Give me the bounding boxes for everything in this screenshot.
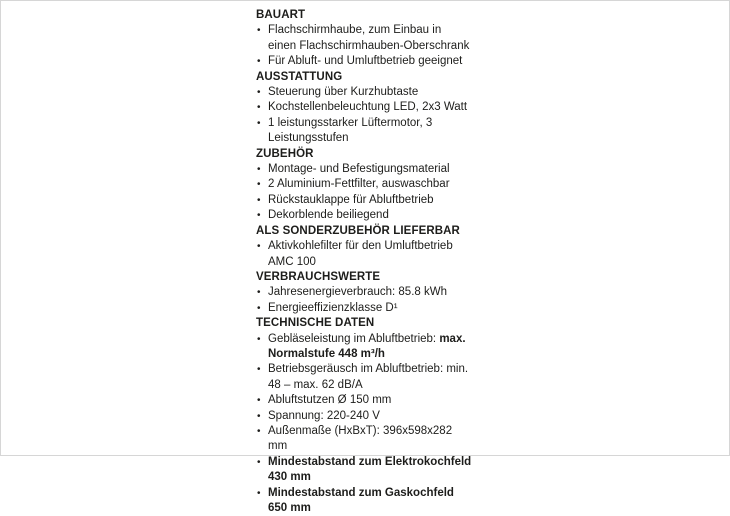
spec-text: Steuerung über Kurzhubtaste bbox=[268, 86, 419, 99]
spec-item bbox=[256, 239, 472, 270]
spec-item bbox=[256, 424, 472, 455]
spec-item bbox=[256, 301, 472, 316]
spec-text: Dekorblende beiliegend bbox=[268, 209, 389, 222]
bullet-icon: • bbox=[257, 333, 261, 345]
spec-text: Flachschirmhaube, zum Einbau in einen Flachschirmhauben-Oberschrank bbox=[268, 24, 470, 52]
spec-text: Kochstellenbeleuchtung LED, 2x3 Watt bbox=[268, 101, 468, 114]
bullet-icon: • bbox=[257, 194, 261, 206]
spec-item bbox=[256, 177, 472, 192]
spec-text-bold: Mindestabstand zum Elektrokochfeld 430 mm bbox=[268, 455, 472, 484]
bullet-icon: • bbox=[257, 117, 261, 129]
spec-text: Spannung: 220-240 V bbox=[268, 409, 380, 422]
spec-item bbox=[256, 116, 472, 147]
spec-text: Für Abluft- und Umluftbetrieb geeignet bbox=[268, 55, 463, 68]
spec-item bbox=[256, 23, 472, 54]
spec-text: Betriebsgeräusch im Abluftbetrieb: min. 48 – max. 62 dB/A bbox=[268, 363, 469, 391]
spec-item bbox=[256, 332, 472, 363]
bullet-icon: • bbox=[257, 210, 261, 222]
spec-item bbox=[256, 393, 472, 408]
bullet-icon: • bbox=[257, 56, 261, 68]
spec-text: Aktivkohlefilter für den Umluftbetrieb AMC 100 bbox=[268, 240, 453, 268]
spec-text: Gebläseleistung im Abluftbetrieb: bbox=[268, 332, 440, 345]
spec-item bbox=[256, 208, 472, 223]
bullet-icon: • bbox=[257, 395, 261, 407]
section-heading: VERBRAUCHSWERTE bbox=[256, 270, 381, 283]
spec-text-bold: max. Normalstufe 448 m³/h bbox=[268, 332, 466, 360]
spec-item bbox=[256, 362, 472, 393]
spec-text: Abluftstutzen Ø 150 mm bbox=[268, 394, 392, 407]
spec-item bbox=[256, 54, 472, 69]
section-heading: AUSSTATTUNG bbox=[256, 70, 343, 83]
spec-text: 1 leistungsstarker Lüftermotor, 3 Leistungsstufen bbox=[268, 116, 433, 145]
spec-text-bold: Mindestabstand zum Gaskochfeld 650 mm bbox=[268, 486, 454, 514]
bullet-icon: • bbox=[257, 410, 261, 422]
spec-item bbox=[256, 455, 472, 486]
bullet-icon: • bbox=[257, 25, 261, 37]
spec-text: Außenmaße (HxBxT): 396x598x282 mm bbox=[268, 424, 453, 453]
bullet-icon: • bbox=[257, 241, 261, 253]
spec-text: Montage- und Befestigungsmaterial bbox=[268, 163, 450, 176]
bullet-icon: • bbox=[257, 302, 261, 314]
bullet-icon: • bbox=[257, 102, 261, 114]
spec-item bbox=[256, 85, 472, 100]
section-heading: ALS SONDERZUBEHÖR LIEFERBAR bbox=[256, 224, 460, 237]
section-heading: TECHNISCHE DATEN bbox=[256, 317, 375, 330]
bullet-icon: • bbox=[257, 179, 261, 191]
spec-item bbox=[256, 409, 472, 424]
bullet-icon: • bbox=[257, 456, 261, 468]
spec-sheet-content bbox=[256, 8, 472, 516]
spec-text: Jahresenergieverbrauch: 85.8 kWh bbox=[268, 286, 447, 299]
bullet-icon: • bbox=[257, 164, 261, 176]
spec-item bbox=[256, 486, 472, 516]
spec-text: Energieeffizienzklasse D¹ bbox=[268, 301, 398, 314]
spec-text: 2 Aluminium-Fettfilter, auswaschbar bbox=[268, 178, 450, 191]
spec-item bbox=[256, 285, 472, 300]
spec-text: Rückstauklappe für Abluftbetrieb bbox=[268, 193, 434, 206]
section-heading: ZUBEHÖR bbox=[256, 147, 314, 160]
spec-item bbox=[256, 162, 472, 177]
spec-item bbox=[256, 100, 472, 115]
bullet-icon: • bbox=[257, 364, 261, 376]
section-heading: BAUART bbox=[256, 9, 306, 21]
bullet-icon: • bbox=[257, 487, 261, 499]
spec-item bbox=[256, 193, 472, 208]
bullet-icon: • bbox=[257, 87, 261, 99]
bullet-icon: • bbox=[257, 287, 261, 299]
bullet-icon: • bbox=[257, 425, 261, 437]
